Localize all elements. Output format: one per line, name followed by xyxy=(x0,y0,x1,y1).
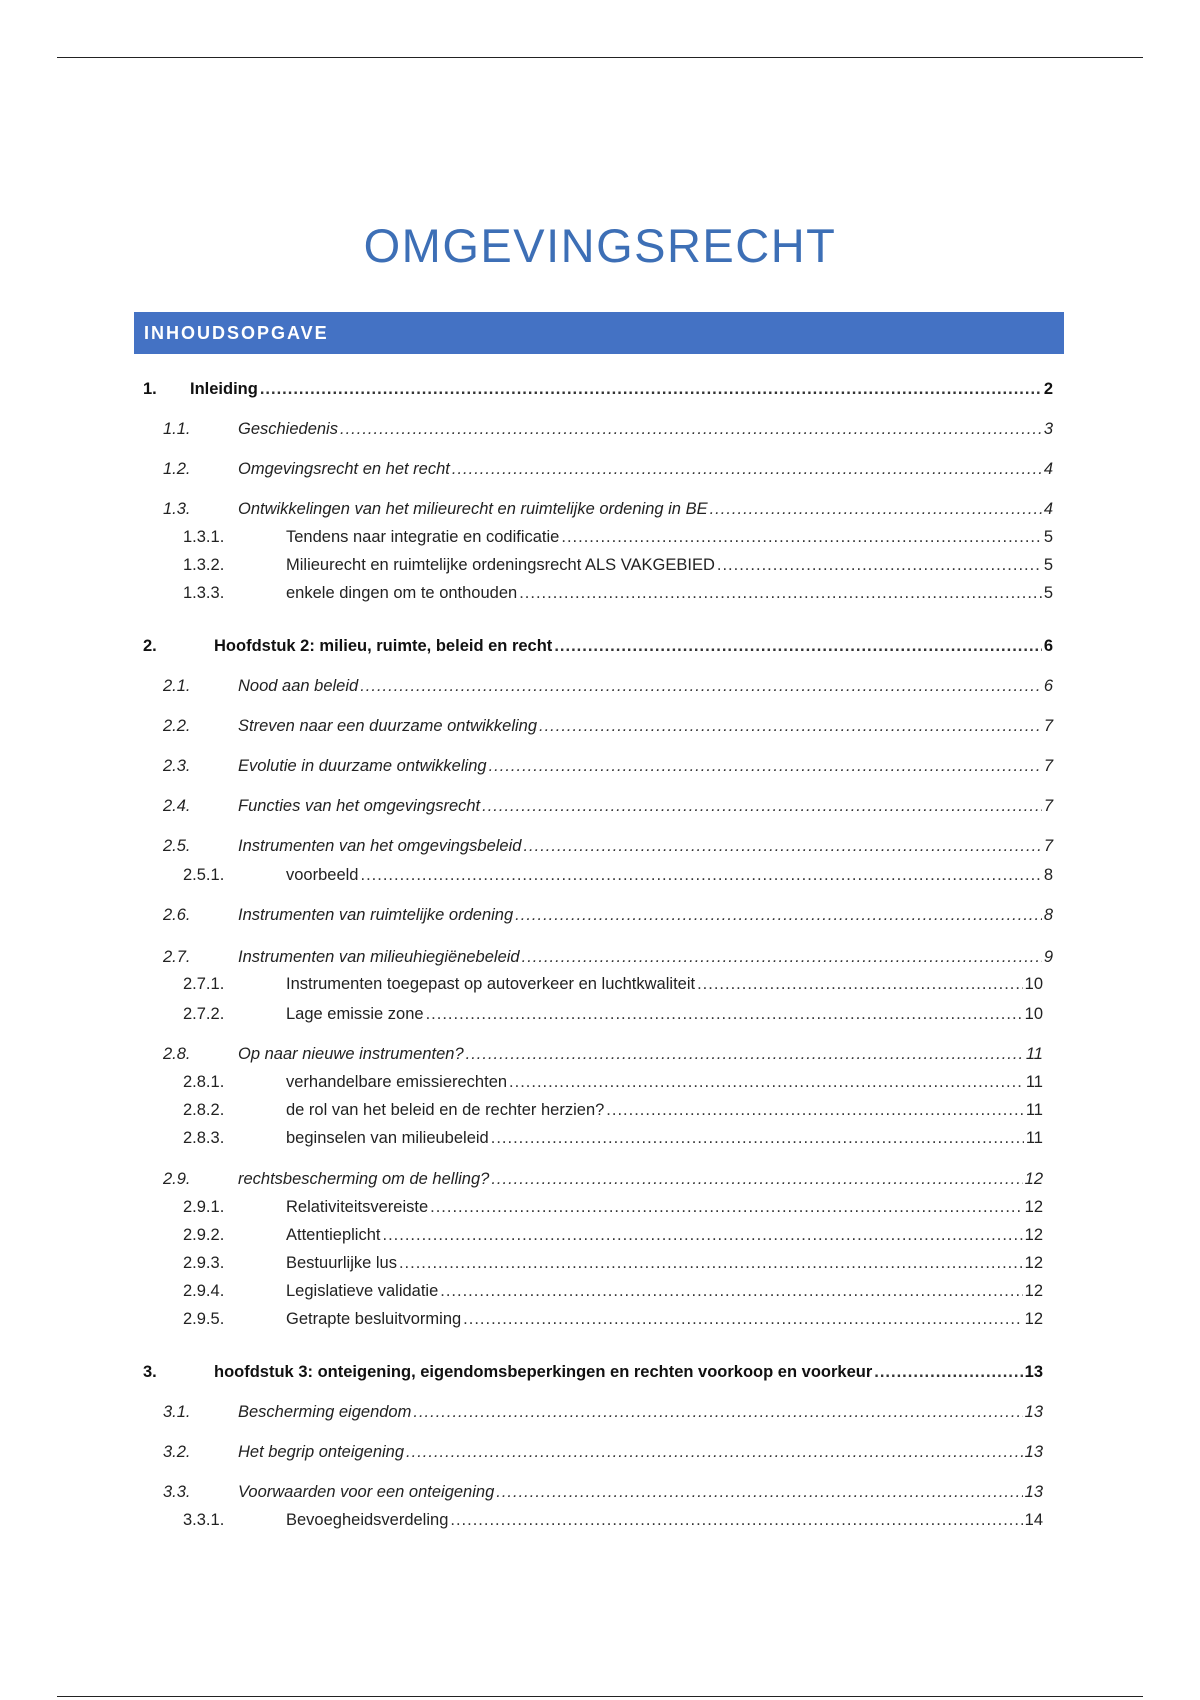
toc-entry-number: 2.9.1. xyxy=(183,1198,225,1216)
toc-entry-number: 2.7.1. xyxy=(183,975,225,993)
toc-entry-page[interactable]: 12 xyxy=(1024,1282,1043,1300)
toc-entry-number: 1.3.1. xyxy=(183,528,225,546)
dot-leader xyxy=(496,1483,1022,1502)
toc-entry-page[interactable]: 6 xyxy=(1043,677,1053,695)
toc-entry-number: 2.7. xyxy=(163,948,191,966)
toc-entry-number: 2.6. xyxy=(163,906,191,924)
toc-entry-number: 2.3. xyxy=(163,757,191,775)
toc-entry-title[interactable]: voorbeeld xyxy=(286,866,359,884)
header-rule xyxy=(57,57,1143,58)
dot-leader xyxy=(523,837,1041,856)
toc-entry-title[interactable]: Op naar nieuwe instrumenten? xyxy=(238,1045,464,1063)
toc-entry-page[interactable]: 13 xyxy=(1024,1483,1043,1501)
toc-entry[interactable] xyxy=(0,460,1200,484)
toc-entry-number: 1.1. xyxy=(163,420,191,438)
toc-entry[interactable] xyxy=(0,1129,1200,1153)
toc-entry[interactable] xyxy=(0,556,1200,580)
toc-entry[interactable] xyxy=(0,677,1200,701)
toc-entry-page[interactable]: 3 xyxy=(1043,420,1053,438)
toc-entry-page[interactable]: 9 xyxy=(1043,948,1053,966)
document-title: OMGEVINGSRECHT xyxy=(363,219,837,272)
toc-entry[interactable] xyxy=(0,637,1200,661)
toc-entry-page[interactable]: 12 xyxy=(1024,1254,1043,1272)
toc-entry-title[interactable]: Voorwaarden voor een onteigening xyxy=(238,1483,495,1501)
dot-leader xyxy=(522,948,1042,967)
dot-leader xyxy=(519,584,1042,603)
toc-heading: INHOUDSOPGAVE xyxy=(144,322,329,343)
toc-entry[interactable] xyxy=(0,1363,1200,1387)
toc-entry-title[interactable]: de rol van het beleid en de rechter herzien? xyxy=(286,1101,605,1119)
toc-entry[interactable] xyxy=(0,1443,1200,1467)
dot-leader xyxy=(430,1198,1023,1217)
toc-entry[interactable] xyxy=(0,1226,1200,1250)
dot-leader xyxy=(509,1073,1024,1092)
toc-entry-title[interactable]: Attentieplicht xyxy=(286,1226,381,1244)
toc-entry-page[interactable]: 13 xyxy=(1024,1443,1043,1461)
toc-entry-title[interactable]: Het begrip onteigening xyxy=(238,1443,405,1461)
toc-entry-title[interactable]: Ontwikkelingen van het milieurecht en ruimtelijke ordening in BE xyxy=(238,500,708,518)
toc-entry-page[interactable]: 7 xyxy=(1043,797,1053,815)
dot-leader xyxy=(491,1129,1024,1148)
toc-entry-number: 3.3. xyxy=(163,1483,191,1501)
toc-entry-page[interactable]: 8 xyxy=(1043,866,1053,884)
toc-entry-page[interactable]: 10 xyxy=(1024,975,1043,993)
dot-leader xyxy=(440,1282,1022,1301)
toc-entry[interactable] xyxy=(0,584,1200,608)
dot-leader xyxy=(382,1226,1022,1245)
toc-entry-number: 1.3.2. xyxy=(183,556,225,574)
toc-entry-number: 3.1. xyxy=(163,1403,191,1421)
toc-entry-title[interactable]: Functies van het omgevingsrecht xyxy=(238,797,481,815)
toc-entry[interactable] xyxy=(0,975,1200,999)
toc-entry-number: 2.8.2. xyxy=(183,1101,225,1119)
toc-entry[interactable] xyxy=(0,948,1200,972)
toc-entry[interactable] xyxy=(0,420,1200,444)
toc-entry-title[interactable]: Lage emissie zone xyxy=(286,1005,424,1023)
toc-entry[interactable] xyxy=(0,1511,1200,1535)
toc-entry-page[interactable]: 12 xyxy=(1024,1198,1043,1216)
toc-entry-number: 2.8.3. xyxy=(183,1129,225,1147)
toc-heading-bar xyxy=(134,312,1064,354)
toc-entry-number: 2.5.1. xyxy=(183,866,225,884)
toc-entry-number: 2.9.3. xyxy=(183,1254,225,1272)
toc-entry-title[interactable]: Instrumenten toegepast op autoverkeer en luchtkwaliteit xyxy=(286,975,696,993)
toc-entry-page[interactable]: 4 xyxy=(1043,460,1053,478)
toc-entry-page[interactable]: 5 xyxy=(1043,584,1053,602)
toc-entry-title[interactable]: Bescherming eigendom xyxy=(238,1403,412,1421)
toc-entry-title[interactable]: verhandelbare emissierechten xyxy=(286,1073,508,1091)
toc-entry-number: 1.3. xyxy=(163,500,191,518)
toc-entry-title[interactable]: Streven naar een duurzame ontwikkeling xyxy=(238,717,538,735)
toc-entry-number: 1. xyxy=(143,380,157,398)
toc-entry-title[interactable]: Hoofdstuk 2: milieu, ruimte, beleid en recht xyxy=(214,637,553,655)
toc-entry-number: 2. xyxy=(143,637,157,655)
toc-entry-page[interactable]: 13 xyxy=(1024,1363,1043,1381)
toc-entry-page[interactable]: 11 xyxy=(1025,1045,1043,1063)
toc-entry[interactable] xyxy=(0,866,1200,890)
dot-leader xyxy=(399,1254,1023,1273)
toc-entry-title[interactable]: Instrumenten van het omgevingsbeleid xyxy=(238,837,522,855)
dot-leader xyxy=(697,975,1023,994)
toc-entry[interactable] xyxy=(0,717,1200,741)
toc-entry[interactable] xyxy=(0,1483,1200,1507)
dot-leader xyxy=(606,1101,1024,1120)
dot-leader xyxy=(463,1310,1022,1329)
toc-entry[interactable] xyxy=(0,797,1200,821)
dot-leader xyxy=(426,1005,1023,1024)
dot-leader xyxy=(360,866,1041,885)
dot-leader xyxy=(340,420,1042,439)
toc-entry-title[interactable]: beginselen van milieubeleid xyxy=(286,1129,489,1147)
toc-entry-page[interactable]: 2 xyxy=(1043,380,1053,398)
toc-entry[interactable] xyxy=(0,1198,1200,1222)
toc-entry-number: 2.8. xyxy=(163,1045,191,1063)
toc-entry-number: 1.3.3. xyxy=(183,584,225,602)
toc-entry-title[interactable]: Omgevingsrecht en het recht xyxy=(238,460,450,478)
dot-leader xyxy=(491,1170,1022,1189)
toc-entry-page[interactable]: 5 xyxy=(1043,556,1053,574)
toc-entry-number: 2.9.4. xyxy=(183,1282,225,1300)
toc-entry-title[interactable]: Instrumenten van milieuhiegiënebeleid xyxy=(238,948,520,966)
footer-rule xyxy=(57,1696,1143,1697)
toc-entry-page[interactable]: 7 xyxy=(1043,717,1053,735)
toc-entry-number: 3. xyxy=(143,1363,157,1381)
dot-leader xyxy=(260,380,1042,399)
toc-entry-page[interactable]: 12 xyxy=(1024,1310,1043,1328)
toc-entry-number: 2.4. xyxy=(163,797,191,815)
toc-entry-page[interactable]: 7 xyxy=(1043,757,1053,775)
toc-entry[interactable] xyxy=(0,837,1200,861)
dot-leader xyxy=(489,757,1042,776)
toc-entry-title[interactable]: enkele dingen om te onthouden xyxy=(286,584,518,602)
toc-entry-page[interactable]: 8 xyxy=(1043,906,1053,924)
toc-entry[interactable] xyxy=(0,1310,1200,1334)
toc-entry-number: 2.8.1. xyxy=(183,1073,225,1091)
toc-entry-title[interactable]: rechtsbescherming om de helling? xyxy=(238,1170,490,1188)
toc-entry-title[interactable]: Tendens naar integratie en codificatie xyxy=(286,528,560,546)
toc-entry-title[interactable]: Geschiedenis xyxy=(238,420,338,438)
toc-entry-title[interactable]: Relativiteitsvereiste xyxy=(286,1198,429,1216)
toc-entry[interactable] xyxy=(0,1101,1200,1125)
toc-entry-page[interactable]: 12 xyxy=(1024,1226,1043,1244)
toc-entry[interactable] xyxy=(0,1403,1200,1427)
dot-leader xyxy=(360,677,1042,696)
toc-entry-title[interactable]: Bevoegheidsverdeling xyxy=(286,1511,449,1529)
dot-leader xyxy=(482,797,1042,816)
toc-entry-title[interactable]: Milieurecht en ruimtelijke ordeningsrecht ALS VAKGEBIED xyxy=(286,556,715,574)
toc-entry-page[interactable]: 5 xyxy=(1043,528,1053,546)
toc-entry[interactable] xyxy=(0,1073,1200,1097)
toc-entry-number: 2.9. xyxy=(163,1170,191,1188)
dot-leader xyxy=(450,1511,1022,1530)
dot-leader xyxy=(874,1363,1022,1382)
dot-leader xyxy=(452,460,1042,479)
dot-leader xyxy=(561,528,1041,547)
dot-leader xyxy=(515,906,1042,925)
toc-entry-title[interactable]: hoofdstuk 3: onteigening, eigendomsbeperkingen en rechten voorkoop en voorkeur xyxy=(214,1363,873,1381)
dot-leader xyxy=(717,556,1042,575)
toc-entry[interactable] xyxy=(0,1005,1200,1029)
toc-entry-page[interactable]: 12 xyxy=(1024,1170,1043,1188)
toc-entry-page[interactable]: 11 xyxy=(1025,1129,1043,1147)
toc-entry-title[interactable]: Instrumenten van ruimtelijke ordening xyxy=(238,906,514,924)
toc-entry-page[interactable]: 6 xyxy=(1043,637,1053,655)
toc-entry-number: 1.2. xyxy=(163,460,191,478)
toc-entry-page[interactable]: 14 xyxy=(1024,1511,1043,1529)
toc-entry-title[interactable]: Evolutie in duurzame ontwikkeling xyxy=(238,757,487,775)
toc-entry-page[interactable]: 11 xyxy=(1025,1073,1043,1091)
toc-entry[interactable] xyxy=(0,1170,1200,1194)
toc-entry-number: 2.5. xyxy=(163,837,191,855)
dot-leader xyxy=(554,637,1042,656)
dot-leader xyxy=(710,500,1042,519)
toc-entry-title[interactable]: Getrapte besluitvorming xyxy=(286,1310,462,1328)
toc-entry[interactable] xyxy=(0,906,1200,930)
dot-leader xyxy=(539,717,1042,736)
dot-leader xyxy=(466,1045,1024,1064)
toc-entry-number: 2.2. xyxy=(163,717,191,735)
toc-entry[interactable] xyxy=(0,757,1200,781)
toc-entry-number: 2.9.5. xyxy=(183,1310,225,1328)
dot-leader xyxy=(413,1403,1022,1422)
toc-entry-page[interactable]: 10 xyxy=(1024,1005,1043,1023)
toc-entry[interactable] xyxy=(0,1045,1200,1069)
toc-entry-title[interactable]: Legislatieve validatie xyxy=(286,1282,439,1300)
toc-entry-title[interactable]: Nood aan beleid xyxy=(238,677,359,695)
toc-entry-number: 3.2. xyxy=(163,1443,191,1461)
toc-entry[interactable] xyxy=(0,1254,1200,1278)
toc-entry-number: 2.1. xyxy=(163,677,191,695)
toc-entry-page[interactable]: 7 xyxy=(1043,837,1053,855)
toc-entry-number: 2.9.2. xyxy=(183,1226,225,1244)
toc-entry-number: 2.7.2. xyxy=(183,1005,225,1023)
toc-entry-page[interactable]: 13 xyxy=(1024,1403,1043,1421)
toc-entry-title[interactable]: Bestuurlijke lus xyxy=(286,1254,397,1272)
toc-entry[interactable] xyxy=(0,500,1200,524)
toc-entry-page[interactable]: 11 xyxy=(1025,1101,1043,1119)
toc-entry-number: 3.3.1. xyxy=(183,1511,225,1529)
dot-leader xyxy=(406,1443,1023,1462)
toc-entry-title[interactable]: Inleiding xyxy=(190,380,258,398)
toc-entry-page[interactable]: 4 xyxy=(1043,500,1053,518)
toc-entry[interactable] xyxy=(0,1282,1200,1306)
toc-entry[interactable] xyxy=(0,528,1200,552)
toc-entry[interactable] xyxy=(0,380,1200,404)
